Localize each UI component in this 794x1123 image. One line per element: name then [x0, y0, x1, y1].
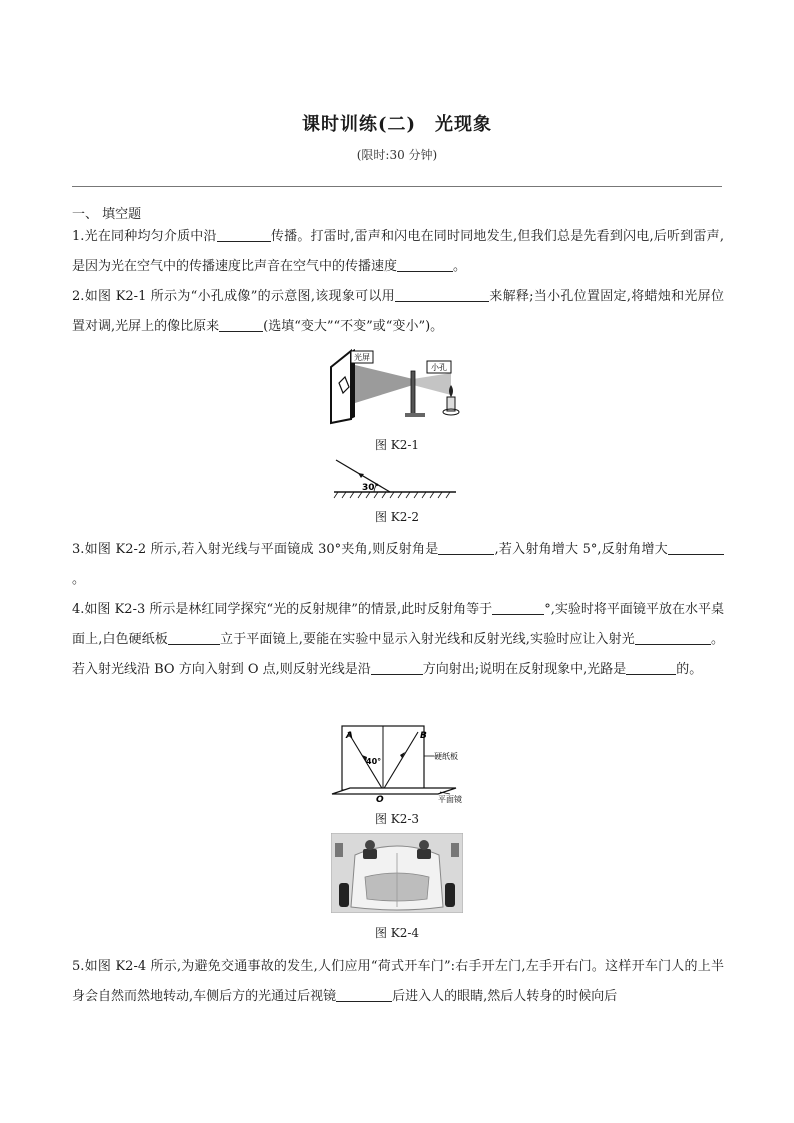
caption-k2-3: 图 K2-3 — [374, 812, 420, 826]
q3-blank-1[interactable] — [438, 540, 494, 555]
label-card: 硬纸板 — [434, 752, 458, 761]
figure-k2-3-reflection-setup — [330, 722, 470, 804]
angle-label-40: 40° — [366, 757, 382, 766]
angle-label-30: 30° — [362, 483, 380, 493]
question-4 — [72, 595, 724, 685]
q4-blank-1[interactable] — [492, 600, 544, 615]
q2-text-2: 来解释;当小孔位置固定,将蜡烛和光屏位置对调,光屏上的像比原来 — [72, 289, 724, 334]
q2-text-1: 2.如图 K2-1 所示为“小孔成像”的示意图,该现象可以用 — [72, 289, 395, 304]
q1-blank-2[interactable] — [397, 257, 453, 272]
q4-blank-5[interactable] — [626, 660, 676, 675]
label-point-o: O — [376, 795, 384, 804]
q4-text-5: 方向射出;说明在反射现象中,光路是 — [422, 662, 627, 677]
label-pinhole: 小孔 — [431, 363, 447, 372]
label-screen: 光屏 — [354, 353, 370, 362]
q4-blank-4[interactable] — [371, 660, 423, 675]
q5-text-1: 5.如图 K2-4 所示,为避免交通事故的发生,人们应用“荷式开车门”:右手开左门,左手开右门。这样开车门人的上半身会自然而然地转动,车侧后方的光通过后视镜 — [72, 959, 724, 1004]
label-point-b: B — [420, 731, 427, 741]
question-1 — [72, 222, 724, 282]
label-point-a: A — [346, 731, 353, 741]
q3-blank-2[interactable] — [668, 540, 724, 555]
figure-k2-1-pinhole-diagram — [325, 345, 465, 425]
q1-text-2: 传播。打雷时,雷声和闪电在同时同地发生,但我们总是先看到闪电,后听到雷声,是因为光在空气中的传播速度比声音在空气中的传播速度 — [72, 229, 725, 274]
q4-text-6: 的。 — [676, 662, 703, 677]
q3-text-1: 3.如图 K2-2 所示,若入射光线与平面镜成 30°夹角,则反射角是 — [72, 542, 439, 557]
figure-k2-4-car-door-photo — [331, 833, 463, 913]
q1-text-1: 1.光在同种均匀介质中沿 — [72, 229, 217, 244]
q4-text-4: 。若入射光线沿 BO 方向入射到 O 点,则反射光线是沿 — [72, 632, 724, 677]
q4-blank-3[interactable] — [635, 630, 711, 645]
time-limit: (限时:30 分钟) — [356, 148, 438, 162]
q3-text-3: 。 — [72, 572, 86, 587]
q4-blank-2[interactable] — [168, 630, 220, 645]
question-5 — [72, 952, 724, 1012]
q2-blank-2[interactable] — [219, 317, 263, 332]
q1-text-3: 。 — [453, 259, 467, 274]
q4-text-2: °,实验时将平面镜平放在水平桌面上,白色硬纸板 — [72, 602, 724, 647]
header-divider — [72, 186, 722, 187]
q4-text-3: 立于平面镜上,要能在实验中显示入射光线和反射光线,实验时应让入射光 — [219, 632, 635, 647]
q5-blank-1[interactable] — [336, 987, 392, 1002]
label-mirror: 平面镜 — [438, 795, 462, 804]
caption-k2-2: 图 K2-2 — [374, 510, 420, 524]
caption-k2-1: 图 K2-1 — [374, 438, 420, 452]
caption-k2-4: 图 K2-4 — [374, 926, 420, 940]
q2-blank-1[interactable] — [395, 287, 489, 302]
figure-k2-2-mirror-diagram — [330, 458, 460, 502]
q3-text-2: ,若入射角增大 5°,反射角增大 — [494, 542, 668, 557]
page-title: 课时训练(二) 光现象 — [301, 114, 493, 135]
section-heading: 一、 填空题 — [72, 207, 142, 222]
q1-blank-1[interactable] — [217, 227, 271, 242]
q2-text-3: (选填“变大”“不变”或“变小”)。 — [263, 319, 444, 334]
question-2 — [72, 282, 724, 342]
q4-text-1: 4.如图 K2-3 所示是林红同学探究“光的反射规律”的情景,此时反射角等于 — [72, 602, 493, 617]
question-3 — [72, 535, 724, 595]
q5-text-2: 后进入人的眼睛,然后人转身的时候向后 — [392, 989, 618, 1004]
